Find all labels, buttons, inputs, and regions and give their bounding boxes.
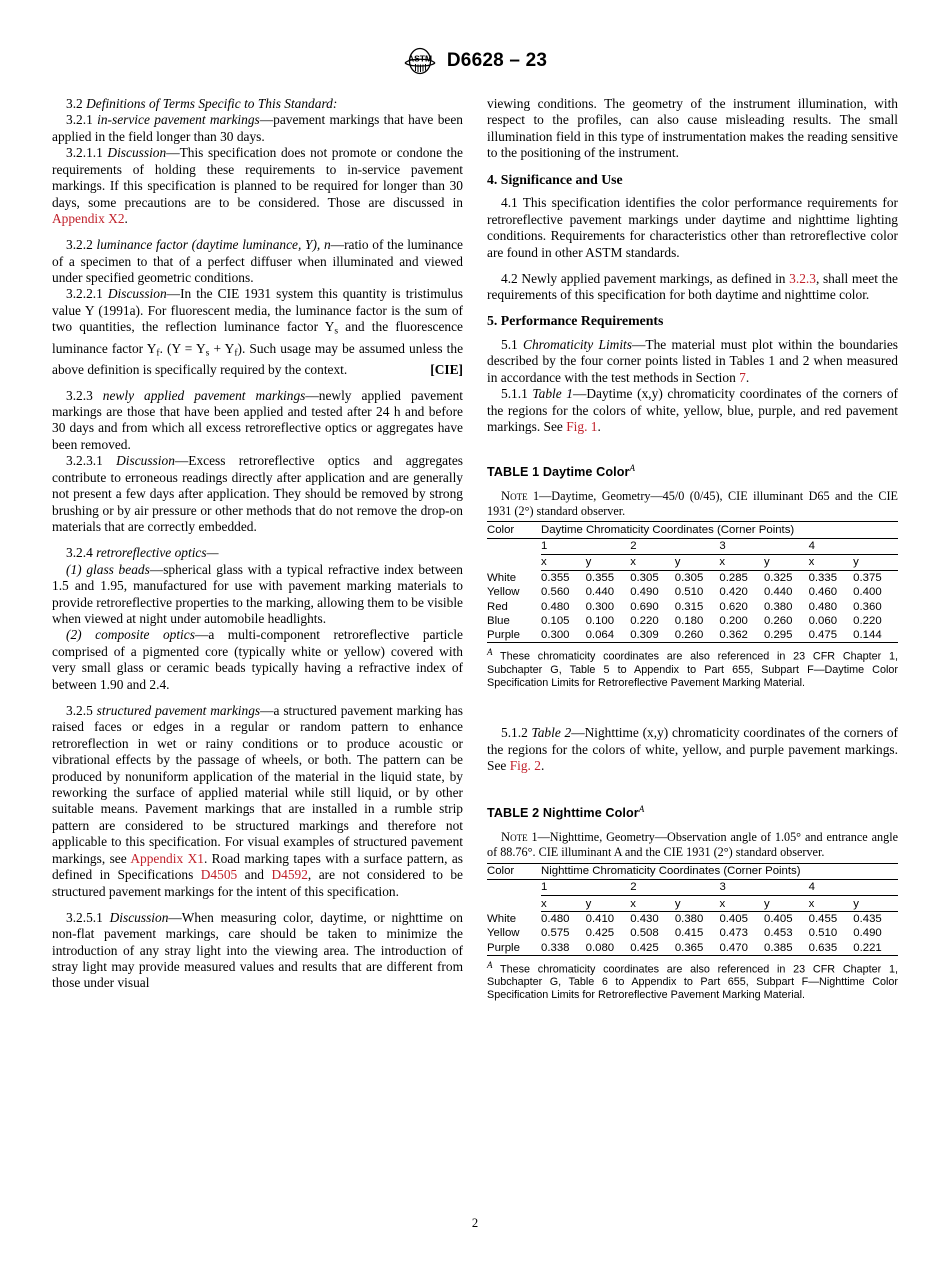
link-d4505[interactable]: D4505 [200, 867, 238, 883]
cell: 0.575 [541, 927, 570, 940]
para-body: —Nighttime (x,y) chromaticity coordinates of the corners of the regions for the colors of white, yellow, and purple pavement markings. See [487, 725, 898, 774]
cell: 0.221 [853, 941, 898, 956]
cell: 0.620 [719, 600, 748, 613]
table-1-axis-y4: y [853, 554, 898, 570]
para-body-tail: . [124, 211, 128, 227]
table-2-col-color: Color [487, 863, 541, 879]
table-1-header-row-axes [487, 554, 898, 570]
note-label: Note [501, 489, 528, 504]
cell: 0.060 [808, 614, 838, 627]
para-body: . [745, 369, 750, 385]
table-1-block [487, 460, 898, 690]
para-term: Discussion [116, 453, 175, 469]
table-1-span-header: Daytime Chromaticity Coordinates (Corner Points) [541, 522, 898, 538]
table-1-corner-4: 4 [809, 538, 898, 554]
para-term: in-service pavement markings [97, 112, 260, 128]
note-text: 1—Daytime, Geometry—45/0 (0/45), CIE illuminant D65 and the CIE 1931 (2°) standard observer. [487, 489, 898, 518]
cell: 0.315 [674, 600, 704, 613]
cell: 0.460 [808, 586, 838, 599]
para-term: newly applied pavement markings [102, 387, 306, 403]
cell: 0.220 [853, 614, 882, 627]
para-body: Newly applied pavement markings, as defined in [521, 270, 790, 286]
table-2-axis-x4: x [809, 896, 854, 912]
astm-logo-icon [403, 46, 437, 76]
table-2-corner-1: 1 [541, 879, 630, 895]
para-5-1-2 [487, 725, 898, 774]
para-3-2-3 [52, 388, 463, 454]
cell: 0.490 [853, 927, 882, 940]
cell: 0.180 [674, 614, 704, 627]
para-3-2-2-1 [52, 286, 463, 378]
table-row [487, 628, 898, 643]
cell: 0.375 [853, 571, 898, 586]
cell: 0.430 [630, 912, 675, 927]
cell: 0.105 [541, 614, 570, 627]
cie-source-tag: [CIE] [430, 361, 463, 377]
table-2-header-row-corners [487, 879, 898, 895]
para-5-1 [487, 337, 898, 386]
para-body: —The material must plot within the boundaries described by the four corner points listed in Tables 1 and 2 when measured in accordance with the test methods in Section [487, 336, 898, 385]
para-term: Discussion [109, 909, 169, 925]
para-3-2-2 [52, 237, 463, 286]
table-2-axis-y3: y [764, 896, 809, 912]
para-body: . Road marking tapes with a surface pattern, as defined in Specifications [52, 850, 463, 883]
para-body: —Daytime (x,y) chromaticity coordinates of the corners of the regions for the colors of white, yellow, blue, purple, and red pavement markings. See [487, 386, 898, 435]
para-term: Table 2 [531, 725, 572, 741]
table-2-axis-y4: y [853, 896, 898, 912]
table-1-header-row-corners [487, 538, 898, 554]
cell: 0.405 [719, 912, 764, 927]
table-1-axis-x1: x [541, 554, 586, 570]
para-body: and [237, 867, 272, 883]
para-number: 3.2.5.1 [66, 909, 103, 925]
table-row [487, 585, 898, 599]
para-number: (1) [66, 561, 82, 577]
table-1-row-color: Yellow [487, 586, 520, 599]
para-body: —a structured pavement marking has raised faces or edges in a regular or random pattern to enhance retroreflection in wet or rainy conditions or to produce acoustic or vibrational effects by the passage of wheels, or both. The pattern can be produced by nonuniform application of the material in the liquid state, by reworking the surface of applied material while still liquid, or by other suitable means. Pavement markings that are installed in a rumble strip pattern are considered to be structured markings and therefore not applicable to this specification. For visual examples of structured pavement markings, see [52, 702, 463, 866]
table-2-axis-x1: x [541, 896, 586, 912]
cell: 0.425 [585, 927, 615, 940]
para-number: 3.2 [66, 96, 83, 111]
cell: 0.425 [630, 941, 675, 956]
para-body: —When measuring color, daytime, or nighttime on non-flat pavement markings, care should be taken to minimize the introduction of any stray light into the viewing area. The introduction of stray light may provide measured values and results that are different from those under visual [52, 909, 463, 991]
table-1-row-color: Blue [487, 614, 510, 627]
para-body: . (Y = Y [159, 340, 206, 356]
cell: 0.360 [853, 600, 882, 613]
table-2-axis-spacer [487, 896, 541, 912]
right-column [487, 96, 898, 1002]
table-2-corner-2: 2 [630, 879, 719, 895]
table-2-corner-4: 4 [809, 879, 898, 895]
para-number: 5.1 [501, 336, 518, 352]
footnote-text: These chromaticity coordinates are also referenced in 23 CFR Chapter 1, Subchapter G, Table 6 to Appendix to Part 655, Subpart F—Nighttime Color Specification Limits for Retroreflective Pavement Marking Material. [487, 963, 898, 1002]
para-body: —ratio of the luminance of a specimen to that of a perfect diffuser when illuminated and viewed under specified geometric conditions. [52, 237, 463, 286]
cell: 0.410 [586, 912, 631, 927]
cell: 0.380 [763, 600, 793, 613]
para-term: Table 1 [532, 386, 573, 402]
table-1-axis-x2: x [630, 554, 675, 570]
table-1 [487, 521, 898, 643]
table-1-corner-3: 3 [719, 538, 808, 554]
para-body: —This specification does not promote or condone the requirements of holding these requirements to in-service pavement markings. If this specification is planned to be required for longer than 30 days, some precautions are to be considered. Those are discussed in [52, 145, 463, 210]
link-appendix-x1[interactable]: Appendix X1 [130, 850, 204, 866]
table-row [487, 571, 898, 586]
table-1-axis-spacer [487, 554, 541, 570]
table-1-axis-x4: x [809, 554, 854, 570]
cell: 0.064 [586, 628, 631, 643]
para-number: 3.2.4 [66, 545, 93, 561]
footnote-text: These chromaticity coordinates are also referenced in 23 CFR Chapter 1, Subchapter G, Table 5 to Appendix to Part 655, Subpart F—Daytime Color Specification Limits for Retroreflective Pavement Marking Material. [487, 650, 898, 689]
cell: 0.144 [853, 628, 898, 643]
table-1-title: TABLE 1 Daytime Color$^A$ [487, 462, 636, 479]
table-row [487, 912, 898, 927]
subscript-f: f [234, 348, 238, 359]
para-term: composite optics [95, 627, 195, 643]
table-2-note [487, 830, 898, 859]
cell: 0.420 [719, 586, 748, 599]
para-3-2-1-1 [52, 145, 463, 227]
page-number: 2 [471, 1216, 479, 1230]
cell: 0.510 [808, 927, 838, 940]
para-continued: viewing conditions. The geometry of the instrument illumination, with respect to the profiles, can also cause misleading results. The small illumination field in this type of instrumentation makes the reading sensitive to the positioning of the instrument. [487, 96, 898, 161]
table-1-title-footnote-mark: A [629, 462, 636, 473]
table-2-corner-3: 3 [719, 879, 808, 895]
table-2-axis-x2: x [630, 896, 675, 912]
cell: 0.338 [541, 941, 586, 956]
table-row [487, 600, 898, 614]
para-3-2-3-1 [52, 453, 463, 535]
para-term: luminance factor (daytime luminance, Y), n [96, 237, 331, 253]
cell: 0.435 [853, 912, 898, 927]
table-1-corner-spacer [487, 538, 541, 554]
para-term: Discussion [107, 145, 167, 161]
cell: 0.300 [541, 628, 586, 643]
para-number: 3.2.1.1 [66, 145, 103, 161]
cell: 0.453 [764, 927, 793, 940]
cell: 0.260 [763, 614, 793, 627]
para-number: 3.2.3.1 [66, 453, 103, 469]
cell: 0.455 [809, 912, 854, 927]
para-3-2-5 [52, 703, 463, 900]
cell: 0.362 [719, 628, 764, 643]
note-text: 1—Nighttime, Geometry—Observation angle of 1.05° and entrance angle of 88.76°. CIE illuminant A and the CIE 1931 (2°) standard observer. [487, 830, 898, 860]
para-number: 3.2.3 [66, 387, 93, 403]
table-1-row-color: Red [487, 600, 508, 613]
para-body: . [597, 419, 601, 435]
para-3-2-4-1 [52, 562, 463, 628]
table-1-row-color: Purple [487, 628, 541, 643]
subscript-s: s [334, 327, 339, 338]
cell: 0.355 [541, 571, 586, 586]
para-4-2 [487, 271, 898, 304]
para-term: Chromaticity Limits [523, 336, 632, 352]
cell: 0.325 [764, 571, 809, 586]
cell: 0.365 [675, 941, 720, 956]
cell: 0.355 [586, 571, 631, 586]
para-term: retroreflective optics— [96, 545, 219, 561]
para-body: + Y [209, 340, 235, 356]
left-column [52, 96, 463, 992]
subscript-s: s [205, 348, 210, 359]
para-number: 5.1.2 [501, 725, 528, 741]
para-5-1-1 [487, 386, 898, 435]
para-number: 4.2 [501, 270, 518, 286]
standard-number: D6628 – 23 [446, 50, 548, 71]
cell: 0.560 [541, 586, 570, 599]
table-2-title: TABLE 2 Nighttime Color$^A$ [487, 803, 645, 820]
para-3-2-4 [52, 545, 463, 561]
para-body: —newly applied pavement markings are those that have been applied and tested after 24 h and before 30 days and from which all excess retroreflective optics or aggregates have been removed. [52, 387, 463, 452]
table-2-row-color: Purple [487, 941, 541, 956]
table-2-axis-y2: y [675, 896, 720, 912]
svg-text:ASTM: ASTM [407, 53, 432, 64]
cell: 0.440 [585, 586, 615, 599]
para-number: 4.1 [501, 195, 518, 211]
table-2 [487, 863, 898, 956]
para-body: . [540, 758, 545, 774]
cell: 0.080 [586, 941, 631, 956]
cell: 0.475 [809, 628, 854, 643]
cell: 0.510 [674, 586, 704, 599]
table-2-title-footnote-mark: A [638, 803, 645, 814]
para-term: Discussion [107, 286, 167, 302]
para-number: 3.2.1 [66, 112, 93, 128]
table-1-corner-2: 2 [630, 538, 719, 554]
cell: 0.300 [585, 600, 615, 613]
link-fig-1[interactable]: Fig. 1 [566, 419, 598, 435]
table-2-row-color: Yellow [487, 927, 520, 940]
para-number: 3.2.2.1 [66, 286, 103, 302]
page-header [0, 46, 950, 80]
link-section-7[interactable]: 7 [739, 369, 746, 385]
cell: 0.440 [763, 586, 793, 599]
cell: 0.480 [808, 600, 838, 613]
heading-section-4: 4. Significance and Use [487, 171, 623, 187]
para-body: —Excess retroreflective optics and aggregates contribute to erroneous readings directly after application and are generally not present a few days after application. They should be removed by strong brushing or by air pressure or other methods that do not remove the drop-on materials that are correctly embedded. [52, 453, 463, 535]
para-body: , shall meet the requirements of this specification for both daytime and nighttime color. [487, 270, 898, 303]
table-1-axis-y1: y [586, 554, 631, 570]
para-number: 3.2.2 [66, 237, 93, 253]
table-1-axis-y2: y [675, 554, 720, 570]
cell: 0.260 [675, 628, 720, 643]
table-1-header-row-span [487, 522, 898, 538]
para-body: —pavement markings that have been applied in the field longer than 30 days. [52, 112, 463, 144]
table-2-axis-y1: y [586, 896, 631, 912]
cell: 0.285 [719, 571, 764, 586]
table-1-axis-y3: y [764, 554, 809, 570]
table-row [487, 941, 898, 956]
subscript-f: f [156, 348, 160, 359]
table-2-span-header: Nighttime Chromaticity Coordinates (Corner Points) [541, 863, 898, 879]
heading-section-5: 5. Performance Requirements [487, 313, 664, 329]
para-3-2-5-1 [52, 910, 463, 992]
para-body: This specification identifies the color performance requirements for retroreflective pavement markings under daytime and nighttime lighting conditions. Requirements for characteristics other than retroreflective color are found in other ASTM standards. [487, 195, 898, 260]
table-1-footnote [487, 646, 898, 689]
cell: 0.305 [630, 571, 675, 586]
note-label: Note [501, 830, 528, 845]
cell: 0.400 [853, 586, 882, 599]
para-term: Definitions of Terms Specific to This Standard: [86, 96, 338, 111]
cell: 0.295 [764, 628, 809, 643]
cell: 0.490 [630, 586, 659, 599]
para-body: —spherical glass with a typical refractive index between 1.5 and 1.95, manufactured for use with pavement marking materials to provide retroreflective properties to the marking, allowing them to be visible when viewed at night under automobile headlights. [52, 561, 463, 626]
table-1-row-color: White [487, 571, 517, 584]
link-fig-2[interactable]: Fig. 2 [509, 758, 541, 774]
cell: 0.405 [764, 912, 809, 927]
cell: 0.480 [541, 600, 570, 613]
para-body: —a multi-component retroreflective particle comprised of a pigmented core (typically white or yellow) covered with very small glass or ceramic beads typically having a refractive index of between 1.90 and 2.4. [52, 627, 463, 692]
para-number: 5.1.1 [501, 386, 528, 402]
cell: 0.100 [585, 614, 615, 627]
table-row [487, 926, 898, 940]
para-3-2-1 [52, 112, 463, 145]
para-number: 3.2.5 [66, 702, 93, 718]
para-number: (2) [66, 627, 82, 643]
table-2-header-row-span [487, 863, 898, 879]
link-d4592[interactable]: D4592 [271, 867, 308, 883]
cell: 0.200 [719, 614, 748, 627]
para-4-1 [487, 195, 898, 261]
cell: 0.380 [675, 912, 720, 927]
cell: 0.305 [675, 571, 720, 586]
para-body: ). Such usage may be assumed unless the above definition is specifically required by the context. [52, 340, 464, 377]
link-appendix-x2[interactable]: Appendix X2 [52, 211, 125, 227]
para-body: , are not considered to be structured pavement markings for the intent of this specification. [52, 867, 463, 899]
table-2-row-color: White [487, 912, 517, 925]
para-3-2-4-2 [52, 627, 463, 693]
table-2-header-row-axes [487, 896, 898, 912]
cell: 0.690 [630, 600, 659, 613]
table-2-axis-x3: x [719, 896, 764, 912]
table-1-corner-1: 1 [541, 538, 630, 554]
table-2-footnote [487, 959, 898, 1002]
cell: 0.508 [630, 927, 659, 940]
cell: 0.415 [674, 927, 704, 940]
para-term: structured pavement markings [96, 702, 261, 718]
cell: 0.309 [630, 628, 675, 643]
table-1-note [487, 489, 898, 518]
cell: 0.635 [809, 941, 854, 956]
footnote-mark: A [487, 647, 493, 658]
cell: 0.480 [541, 912, 586, 927]
footnote-mark: A [487, 959, 493, 970]
cell: 0.220 [630, 614, 659, 627]
table-2-corner-spacer [487, 879, 541, 895]
para-body: and the fluorescence luminance factor Y [52, 319, 463, 356]
cell: 0.335 [809, 571, 854, 586]
link-3-2-3[interactable]: 3.2.3 [789, 270, 816, 286]
para-3-2 [52, 96, 463, 112]
cell: 0.385 [764, 941, 809, 956]
para-body: —In the CIE 1931 system this quantity is tristimulus value Y (1991a). For fluorescent media, the luminance factor is the sum of two quantities, the reflection luminance factor Y [52, 286, 463, 335]
para-term: glass beads [86, 561, 150, 577]
table-2-block [487, 801, 898, 1002]
table-1-col-color: Color [487, 522, 541, 538]
cell: 0.473 [719, 927, 748, 940]
cell: 0.470 [719, 941, 764, 956]
table-row [487, 614, 898, 628]
table-1-axis-x3: x [719, 554, 764, 570]
